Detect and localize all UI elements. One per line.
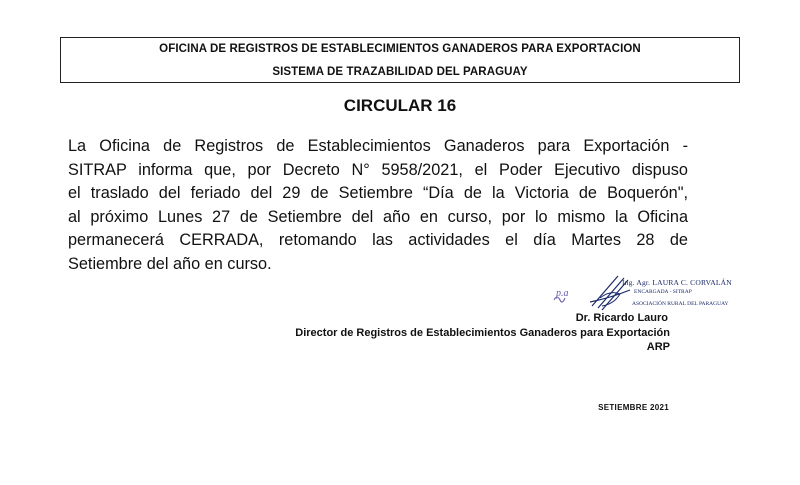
header-box <box>60 37 740 83</box>
signatory-org: ARP <box>646 341 670 353</box>
document-title: CIRCULAR 16 <box>343 96 457 115</box>
body-line-5: permanecerá CERRADA, retomando las actividades el día Martes 28 de <box>68 231 688 250</box>
handwritten-signature-icon <box>540 270 660 315</box>
circular-body <box>68 135 688 277</box>
document-date: SETIEMBRE 2021 <box>598 403 669 412</box>
signatory-role: Director de Registros de Establecimientos Ganaderos para Exportación <box>295 327 670 339</box>
stamp-role: ENCARGADA - SITRAP <box>634 289 692 295</box>
stamp-org: ASOCIACIÓN RURAL DEL PARAGUAY <box>632 301 729 307</box>
body-line-6: Setiembre del año en curso. <box>68 254 272 273</box>
body-line-3: el traslado del feriado del 29 de Setiembre “Día de la Victoria de Boquerón", <box>68 184 688 203</box>
body-line-4: al próximo Lunes 27 de Setiembre del año en curso, por lo mismo la Oficina <box>68 207 688 226</box>
body-line-2: SITRAP informa que, por Decreto N° 5958/2021, el Poder Ejecutivo dispuso <box>68 160 688 179</box>
header-office-name: OFICINA DE REGISTROS DE ESTABLECIMIENTOS GANADEROS PARA EXPORTACION <box>159 43 641 55</box>
header-system-name: SISTEMA DE TRAZABILIDAD DEL PARAGUAY <box>272 66 528 78</box>
signatory-name: Dr. Ricardo Lauro <box>575 312 668 324</box>
stamp-name: Ing. Agr. LAURA C. CORVALÁN <box>622 278 732 287</box>
stamp-initials: p.a <box>556 288 569 299</box>
body-line-1: La Oficina de Registros de Establecimientos Ganaderos para Exportación - <box>68 137 688 155</box>
